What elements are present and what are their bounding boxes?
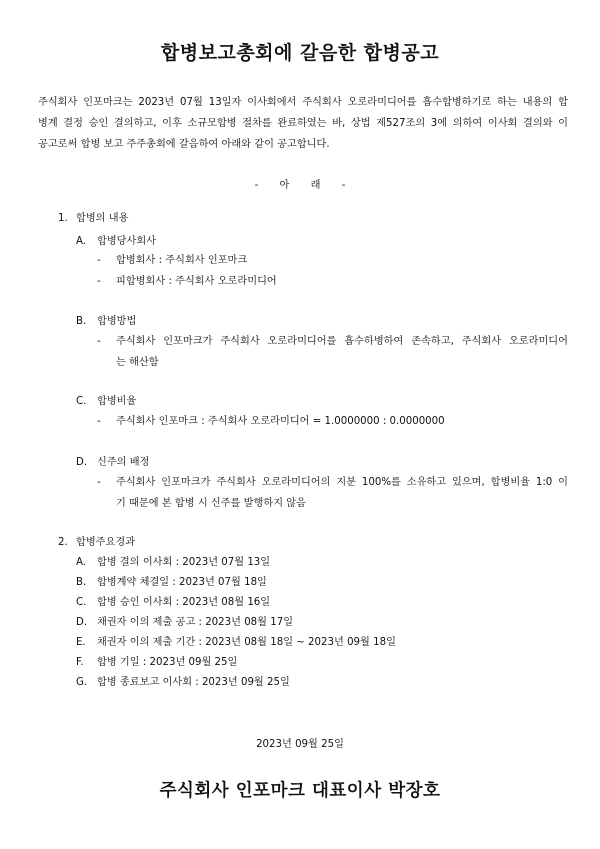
section-number: 2. <box>58 537 68 548</box>
subsection-title: 신주의 배정 <box>97 457 150 468</box>
list-item: 주식회사 인포마크가 주식회사 오로라미디어의 지분 100%를 소유하고 있으며, 합병비율 1:0 이 <box>116 477 568 488</box>
list-item: 주식회사 인포마크 : 주식회사 오로라미디어 = 1.0000000 : 0.0000000 <box>116 416 445 427</box>
timeline-letter: D. <box>76 617 88 628</box>
bullet-dash: - <box>97 336 101 347</box>
timeline-item: 합병계약 체결일 : 2023년 07월 18일 <box>97 577 267 588</box>
subsection-letter: A. <box>76 236 87 247</box>
section-divider-label: - 아 래 - <box>254 180 346 191</box>
bullet-dash: - <box>97 416 101 427</box>
subsection-letter: B. <box>76 316 87 327</box>
timeline-letter: A. <box>76 557 87 568</box>
signature-line: 주식회사 인포마크 대표이사 박장호 <box>159 781 441 801</box>
subsection-title: 합병당사회사 <box>97 236 157 247</box>
timeline-letter: F. <box>76 657 84 668</box>
intro-line: 병계 결정 승인 결의하고, 이후 소규모합병 절차를 완료하였는 바, 상법 제527조의 3에 의하여 이사회 결의와 이 <box>38 118 568 129</box>
subsection-letter: D. <box>76 457 88 468</box>
timeline-item: 채권자 이의 제출 기간 : 2023년 08월 18일 ~ 2023년 09월 18일 <box>97 637 396 648</box>
bullet-dash: - <box>97 477 101 488</box>
timeline-item: 채권자 이의 제출 공고 : 2023년 08월 17일 <box>97 617 294 628</box>
timeline-letter: C. <box>76 597 87 608</box>
list-item: 피합병회사 : 주식회사 오로라미디어 <box>116 276 277 287</box>
section-title: 합병의 내용 <box>76 213 129 224</box>
subsection-title: 합병방법 <box>97 316 137 327</box>
timeline-letter: G. <box>76 677 88 688</box>
timeline-item: 합병 승인 이사회 : 2023년 08월 16일 <box>97 597 271 608</box>
intro-paragraph <box>38 92 568 155</box>
intro-line: 주식회사 인포마크는 2023년 07월 13일자 이사회에서 주식회사 오로라미디어를 흡수합병하기로 하는 내용의 합 <box>38 97 568 108</box>
bullet-dash: - <box>97 276 101 287</box>
subsection-title: 합병비율 <box>97 396 137 407</box>
timeline-item: 합병 종료보고 이사회 : 2023년 09월 25일 <box>97 677 290 688</box>
section-title: 합병주요경과 <box>76 537 136 548</box>
notice-date: 2023년 09월 25일 <box>256 739 344 750</box>
subsection-letter: C. <box>76 396 87 407</box>
list-item: 합병회사 : 주식회사 인포마크 <box>116 255 248 266</box>
intro-line: 공고로써 합병 보고 주주총회에 갈음하여 아래와 같이 공고합니다. <box>38 139 330 150</box>
list-item: 주식회사 인포마크가 주식회사 오로라미디어를 흡수하병하여 존속하고, 주식회사 오로라미디어 <box>116 336 568 347</box>
page-title: 합병보고총회에 갈음한 합병공고 <box>160 42 440 64</box>
timeline-letter: B. <box>76 577 87 588</box>
timeline-item: 합병 결의 이사회 : 2023년 07월 13일 <box>97 557 271 568</box>
section-number: 1. <box>58 213 68 224</box>
list-item-continued: 는 해산함 <box>116 357 159 368</box>
list-item-continued: 기 때문에 본 합병 시 신주를 발행하지 않음 <box>116 498 306 509</box>
timeline-letter: E. <box>76 637 86 648</box>
bullet-dash: - <box>97 255 101 266</box>
timeline-item: 합병 기일 : 2023년 09월 25일 <box>97 657 238 668</box>
